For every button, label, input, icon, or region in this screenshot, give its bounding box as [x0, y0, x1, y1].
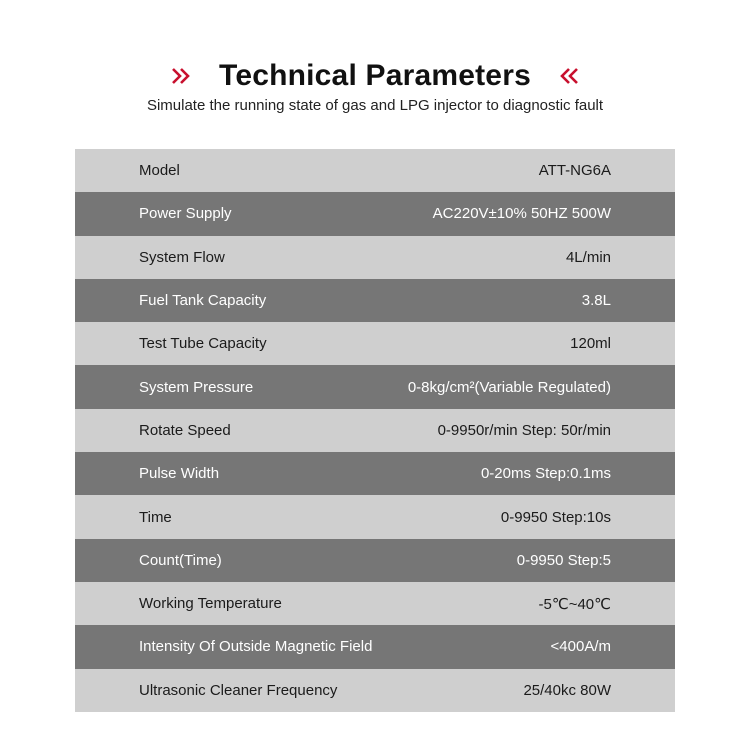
param-label: Test Tube Capacity — [139, 335, 267, 353]
table-row — [75, 539, 675, 582]
table-row — [75, 669, 675, 712]
table-row — [75, 625, 675, 668]
table-row — [75, 279, 675, 322]
param-value: <400A/m — [550, 638, 611, 656]
param-value: -5℃~40℃ — [538, 595, 611, 613]
table-row — [75, 236, 675, 279]
parameters-table — [75, 149, 675, 712]
param-label: System Flow — [139, 248, 225, 266]
param-value: 0-8kg/cm²(Variable Regulated) — [407, 378, 611, 396]
param-label: Count(Time) — [139, 551, 222, 569]
param-label: Intensity Of Outside Magnetic Field — [139, 638, 373, 656]
param-value: 120ml — [570, 335, 611, 353]
page-title: Technical Parameters — [219, 59, 531, 92]
param-label: Rotate Speed — [139, 421, 231, 439]
param-value: 0-9950 Step:5 — [516, 551, 611, 569]
param-label: Working Temperature — [139, 595, 282, 613]
table-row — [75, 149, 675, 192]
param-value: AC220V±10% 50HZ 500W — [432, 205, 611, 223]
param-value: 4L/min — [565, 248, 611, 266]
param-value: 0-20ms Step:0.1ms — [480, 465, 611, 483]
table-row — [75, 495, 675, 538]
param-value: 0-9950 Step:10s — [500, 508, 611, 526]
page-subtitle: Simulate the running state of gas and LPG injector to diagnostic fault — [146, 97, 604, 114]
param-label: Pulse Width — [139, 465, 220, 483]
param-value: ATT-NG6A — [538, 162, 611, 180]
param-label: Ultrasonic Cleaner Frequency — [139, 681, 338, 699]
param-label: Model — [139, 162, 180, 180]
param-label: Time — [139, 508, 172, 526]
param-value: 25/40kc 80W — [523, 681, 611, 699]
table-row — [75, 452, 675, 495]
param-label: Fuel Tank Capacity — [139, 292, 267, 310]
double-chevron-right-icon — [171, 67, 197, 85]
param-value: 3.8L — [581, 292, 611, 310]
table-row — [75, 582, 675, 625]
double-chevron-left-icon — [553, 67, 579, 85]
title-row — [0, 58, 750, 94]
param-label: Power Supply — [139, 205, 232, 223]
table-row — [75, 365, 675, 408]
table-row — [75, 192, 675, 235]
table-row — [75, 322, 675, 365]
table-row — [75, 409, 675, 452]
param-label: System Pressure — [139, 378, 254, 396]
param-value: 0-9950r/min Step: 50r/min — [437, 421, 611, 439]
